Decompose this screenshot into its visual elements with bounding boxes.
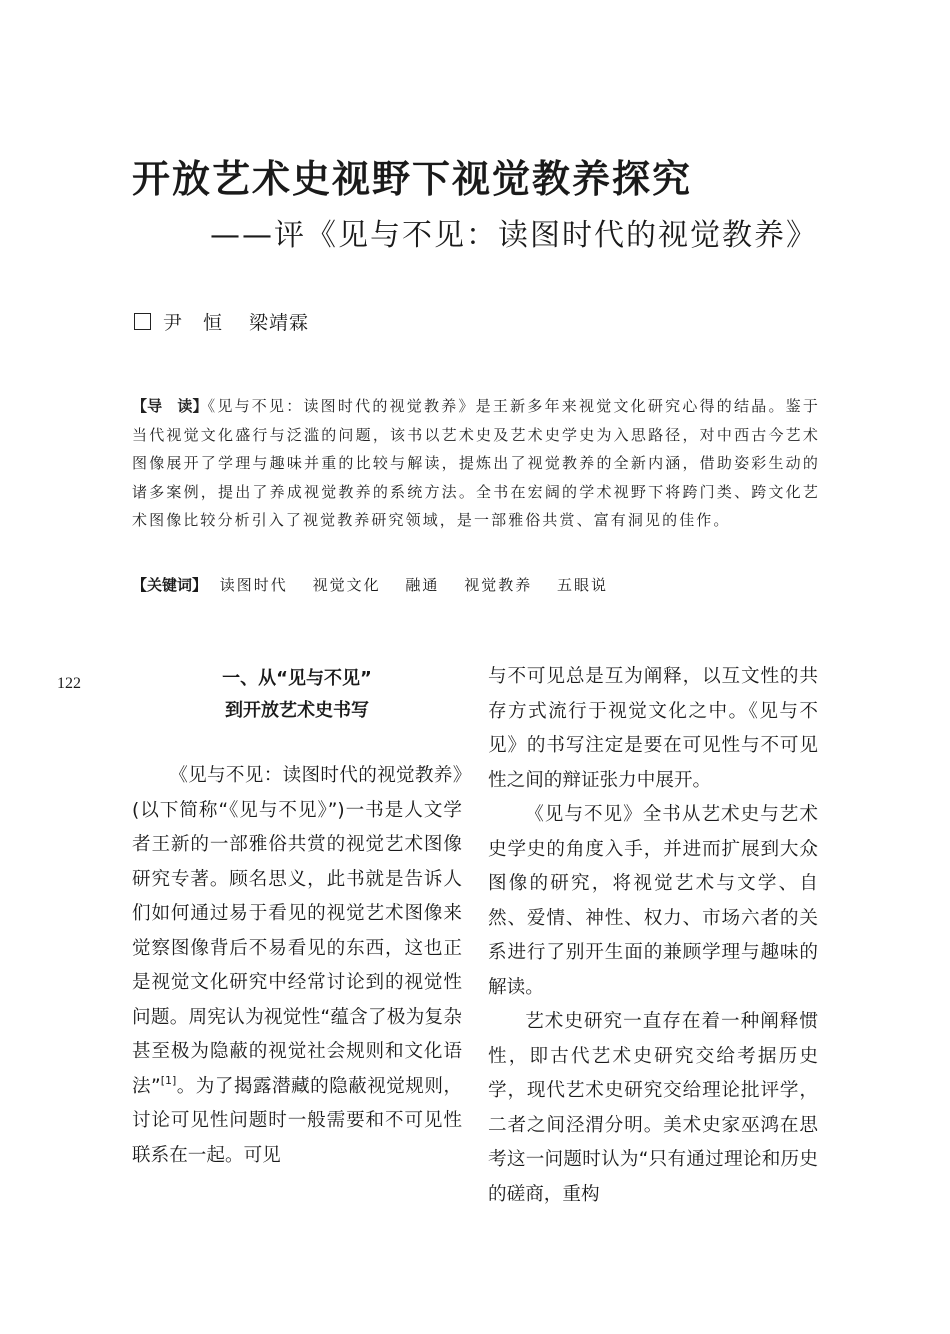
author-name: 尹 恒	[163, 312, 224, 334]
body-paragraph	[132, 759, 462, 1173]
body-paragraph: 艺术史研究一直存在着一种阐释惯性，即古代艺术史研究交给考据历史学，现代艺术史研究交给理论批评学，二者之间泾渭分明。美术史家巫鸿在思考这一问题时认为“只有通过理论和历史的磋商，重构	[488, 1011, 818, 1205]
keywords	[132, 574, 626, 595]
keyword: 融通	[405, 576, 440, 594]
keyword: 视觉教养	[464, 576, 533, 594]
author-line	[134, 308, 335, 335]
left-column	[132, 660, 462, 1173]
keyword: 读图时代	[219, 576, 288, 594]
abstract	[132, 392, 820, 535]
section-heading-line: 到开放艺术史书写	[225, 700, 369, 721]
citation-ref: [1]	[160, 1073, 177, 1087]
paragraph-text: 《见与不见：读图时代的视觉教养》(以下简称“《见与不见》”)一书是人文学者王新的一部雅俗共赏的视觉艺术图像研究专著。顾名思义，此书就是告诉人们如何通过易于看见的视觉艺术图像来觉察图像背后不易看见的东西，这也正是视觉文化研究中经常讨论到的视觉性问题。周宪认为视觉性“蕴含了极为复杂甚至极为隐蔽的视觉社会规则和文化语法”	[132, 765, 462, 1097]
section-heading-line: 一、从“见与不见”	[222, 668, 372, 689]
article-subtitle: ——评《见与不见：读图时代的视觉教养》	[210, 218, 818, 253]
keywords-label: 【关键词】	[132, 576, 208, 594]
abstract-text: 《见与不见：读图时代的视觉教养》是王新多年来视觉文化研究心得的结晶。鉴于当代视觉文化盛行与泛滥的问题，该书以艺术史及艺术史学史为入思路径，对中西古今艺术图像展开了学理与趣味并重的比较与解读，提炼出了视觉教养的全新内涵，借助姿彩生动的诸多案例，提出了养成视觉教养的系统方法。全书在宏阔的学术视野下将跨门类、跨文化艺术图像比较分析引入了视觉教养研究领域，是一部雅俗共赏、富有洞见的佳作。	[132, 397, 820, 529]
abstract-label: 【导 读】	[132, 397, 208, 415]
keyword: 视觉文化	[312, 576, 381, 594]
square-marker-icon	[134, 313, 151, 330]
right-column	[488, 660, 818, 1212]
author-name: 梁靖霖	[249, 312, 310, 334]
section-heading	[132, 663, 462, 727]
article-title: 开放艺术史视野下视觉教养探究	[132, 156, 693, 201]
page-number: 122	[57, 675, 81, 692]
keyword: 五眼说	[556, 576, 608, 594]
body-paragraph: 《见与不见》全书从艺术史与艺术史学史的角度入手，并进而扩展到大众图像的研究，将视觉艺术与文学、自然、爱情、神性、权力、市场六者的关系进行了别开生面的兼顾学理与趣味的解读。	[488, 804, 818, 998]
body-paragraph: 与不可见总是互为阐释，以互文性的共存方式流行于视觉文化之中。《见与不见》的书写注定是要在可见性与不可见性之间的辩证张力中展开。	[488, 666, 818, 791]
paragraph-text: 。为了揭露潜藏的隐蔽视觉规则，讨论可见性问题时一般需要和不可见性联系在一起。可见	[132, 1075, 462, 1166]
